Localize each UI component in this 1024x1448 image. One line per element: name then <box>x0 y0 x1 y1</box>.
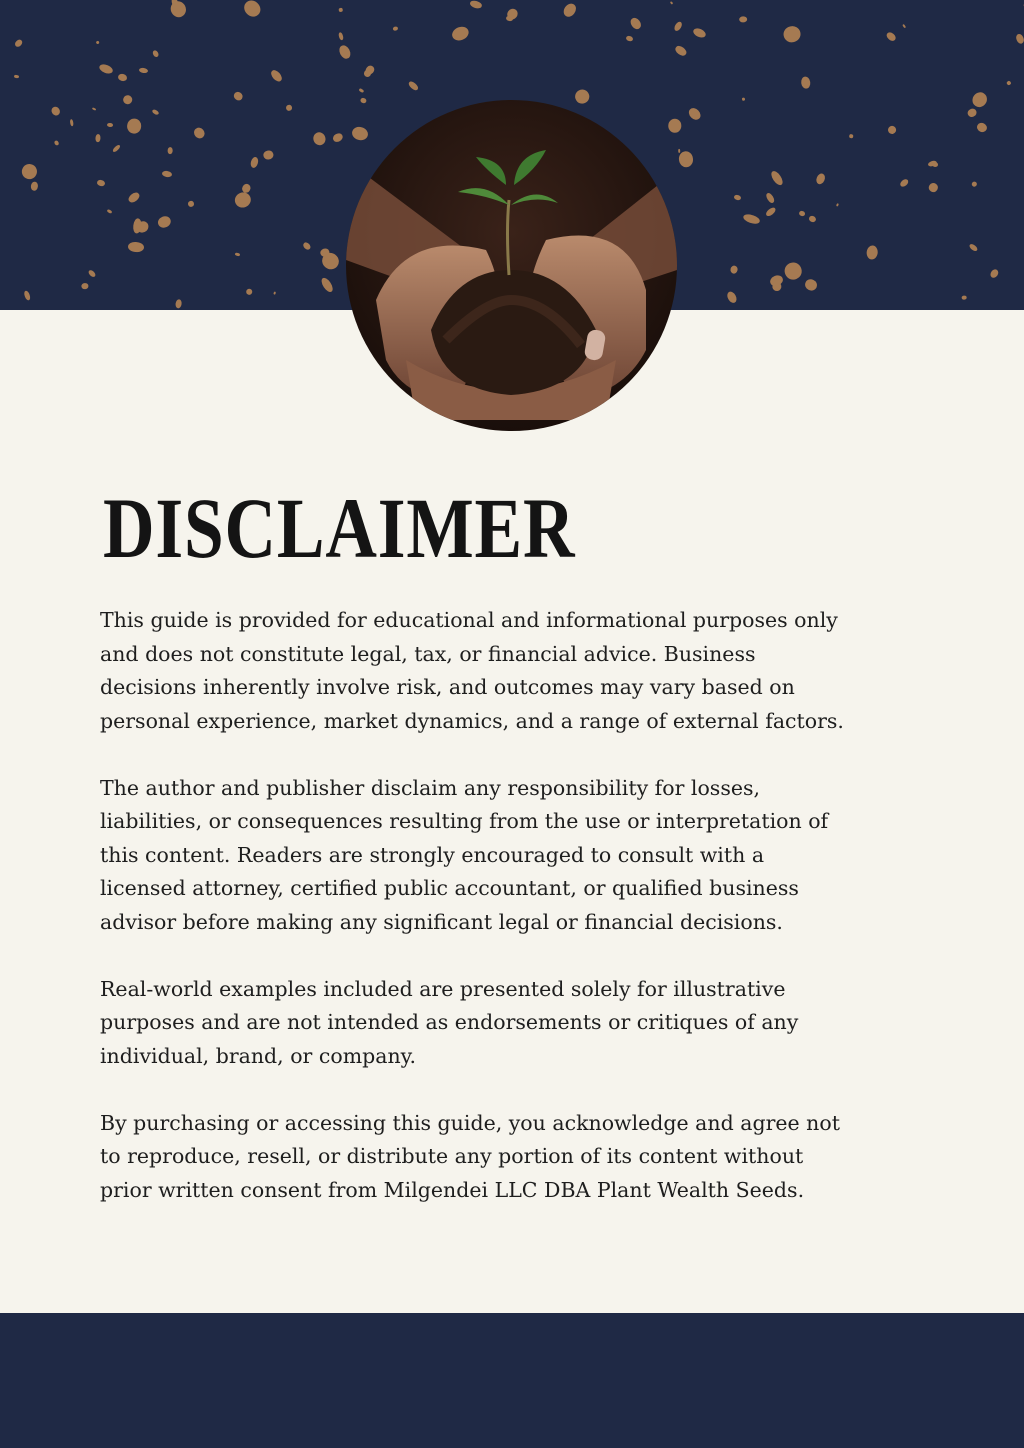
paragraph-line: personal experience, market dynamics, and a range of external factors. <box>100 708 844 733</box>
speckle-decoration <box>961 296 966 300</box>
speckle-decoration <box>469 0 482 9</box>
speckle-decoration <box>359 88 364 93</box>
disclaimer-paragraph <box>100 1107 960 1208</box>
speckle-decoration <box>725 290 738 304</box>
paragraph-line: purposes and are not intended as endorsements or critiques of any <box>100 1010 799 1034</box>
paragraph-line: advisor before making any significant legal or financial decisions. <box>100 909 783 934</box>
speckle-decoration <box>270 68 285 83</box>
speckle-decoration <box>96 40 100 44</box>
speckle-decoration <box>1007 80 1012 85</box>
speckle-decoration <box>192 125 206 139</box>
paragraph-line: to reproduce, resell, or distribute any portion of its content without <box>100 1144 804 1168</box>
speckle-decoration <box>730 265 739 274</box>
disclaimer-paragraph <box>100 973 960 1074</box>
speckle-decoration <box>338 43 353 60</box>
speckle-decoration <box>117 73 128 82</box>
speckle-decoration <box>899 178 909 188</box>
speckle-decoration <box>19 161 39 181</box>
speckle-decoration <box>902 24 906 29</box>
speckle-decoration <box>50 106 61 117</box>
speckle-decoration <box>561 2 578 20</box>
paragraph-line: licensed attorney, certified public accountant, or qualified business <box>100 876 799 900</box>
speckle-decoration <box>107 123 114 128</box>
speckle-decoration <box>678 151 694 168</box>
speckle-decoration <box>836 203 839 207</box>
speckle-decoration <box>122 94 133 104</box>
speckle-decoration <box>673 21 684 33</box>
speckle-decoration <box>968 243 978 252</box>
speckle-decoration <box>232 90 244 102</box>
seedling-image <box>346 100 677 431</box>
speckle-decoration <box>233 190 254 210</box>
speckle-decoration <box>127 191 141 204</box>
paragraph-line: liabilities, or consequences resulting from the use or interpretation of <box>100 809 829 833</box>
speckle-decoration <box>866 244 879 259</box>
disclaimer-body <box>100 604 960 1241</box>
speckle-decoration <box>769 169 785 187</box>
speckle-decoration <box>885 30 897 42</box>
speckle-decoration <box>53 140 59 147</box>
speckle-decoration <box>804 278 819 292</box>
speckle-decoration <box>739 16 747 23</box>
speckle-decoration <box>351 125 369 142</box>
speckle-decoration <box>970 89 990 110</box>
speckle-decoration <box>849 134 854 139</box>
speckle-decoration <box>966 107 977 117</box>
speckle-decoration <box>801 76 811 89</box>
speckle-decoration <box>338 32 344 40</box>
speckle-decoration <box>98 62 114 75</box>
disclaimer-paragraph <box>100 604 960 738</box>
speckle-decoration <box>31 181 39 191</box>
paragraph-line: This guide is provided for educational and informational purposes only <box>100 608 838 632</box>
speckle-decoration <box>674 44 688 57</box>
speckle-decoration <box>168 0 189 20</box>
speckle-decoration <box>783 24 803 43</box>
speckle-decoration <box>127 118 142 134</box>
speckle-decoration <box>971 181 978 188</box>
speckle-decoration <box>928 181 940 193</box>
speckle-decoration <box>286 105 292 111</box>
paragraph-line: The author and publisher disclaim any responsibility for losses, <box>100 775 761 800</box>
speckle-decoration <box>782 259 804 282</box>
seedling-photo <box>346 100 677 431</box>
speckle-decoration <box>1015 33 1024 45</box>
disclaimer-paragraph <box>100 772 960 940</box>
paragraph-line: prior written consent from Milgendei LLC DBA Plant Wealth Seeds. <box>100 1177 805 1202</box>
speckle-decoration <box>766 192 776 204</box>
speckle-decoration <box>235 253 241 257</box>
speckle-decoration <box>302 241 312 251</box>
speckle-decoration <box>678 149 680 153</box>
speckle-decoration <box>273 291 276 295</box>
speckle-decoration <box>319 276 335 294</box>
speckle-decoration <box>975 121 988 133</box>
speckle-decoration <box>332 132 344 143</box>
speckle-decoration <box>686 106 703 123</box>
speckle-decoration <box>81 282 88 289</box>
speckle-decoration <box>450 24 471 43</box>
speckle-decoration <box>156 214 172 230</box>
speckle-decoration <box>668 119 681 133</box>
speckle-decoration <box>88 269 97 278</box>
speckle-decoration <box>262 151 274 161</box>
speckle-decoration <box>111 143 120 152</box>
speckle-decoration <box>338 8 342 12</box>
speckle-decoration <box>245 288 253 296</box>
speckle-decoration <box>128 241 144 252</box>
speckle-decoration <box>14 38 24 48</box>
speckle-decoration <box>107 208 113 213</box>
speckle-decoration <box>629 16 643 31</box>
speckle-decoration <box>139 68 149 74</box>
speckle-decoration <box>360 97 367 104</box>
speckle-decoration <box>887 125 898 136</box>
speckle-decoration <box>95 134 100 143</box>
paragraph-line: By purchasing or accessing this guide, you acknowledge and agree not <box>100 1110 840 1135</box>
speckle-decoration <box>670 1 674 5</box>
speckle-decoration <box>393 26 399 31</box>
speckle-decoration <box>23 290 31 301</box>
speckle-decoration <box>742 97 745 101</box>
speckle-decoration <box>175 299 182 309</box>
speckle-decoration <box>152 109 160 116</box>
speckle-decoration <box>808 215 817 223</box>
speckle-decoration <box>151 49 159 58</box>
speckle-decoration <box>96 179 105 187</box>
speckle-decoration <box>69 119 74 126</box>
page-title: DISCLAIMER <box>103 480 576 576</box>
speckle-decoration <box>764 207 777 219</box>
speckle-decoration <box>815 172 827 185</box>
speckle-decoration <box>161 170 172 177</box>
speckle-decoration <box>692 27 707 40</box>
speckle-decoration <box>734 194 742 200</box>
speckle-decoration <box>91 107 96 111</box>
paragraph-line: Real-world examples included are presented solely for illustrative <box>100 976 786 1001</box>
footer-band <box>0 1313 1024 1448</box>
speckle-decoration <box>407 80 419 92</box>
speckle-decoration <box>310 130 327 147</box>
speckle-decoration <box>187 199 195 208</box>
speckle-decoration <box>625 35 633 42</box>
speckle-decoration <box>798 211 805 218</box>
paragraph-line: and does not constitute legal, tax, or financial advice. Business <box>100 641 756 666</box>
speckle-decoration <box>742 213 760 226</box>
paragraph-line: decisions inherently involve risk, and outcomes may vary based on <box>100 675 795 699</box>
speckle-decoration <box>572 87 591 106</box>
paragraph-line: individual, brand, or company. <box>100 1043 417 1068</box>
speckle-decoration <box>168 147 173 154</box>
speckle-decoration <box>14 74 19 78</box>
speckle-decoration <box>249 156 259 168</box>
paragraph-line: this content. Readers are strongly encouraged to consult with a <box>100 842 765 867</box>
speckle-decoration <box>242 0 264 19</box>
speckle-decoration <box>931 161 938 167</box>
